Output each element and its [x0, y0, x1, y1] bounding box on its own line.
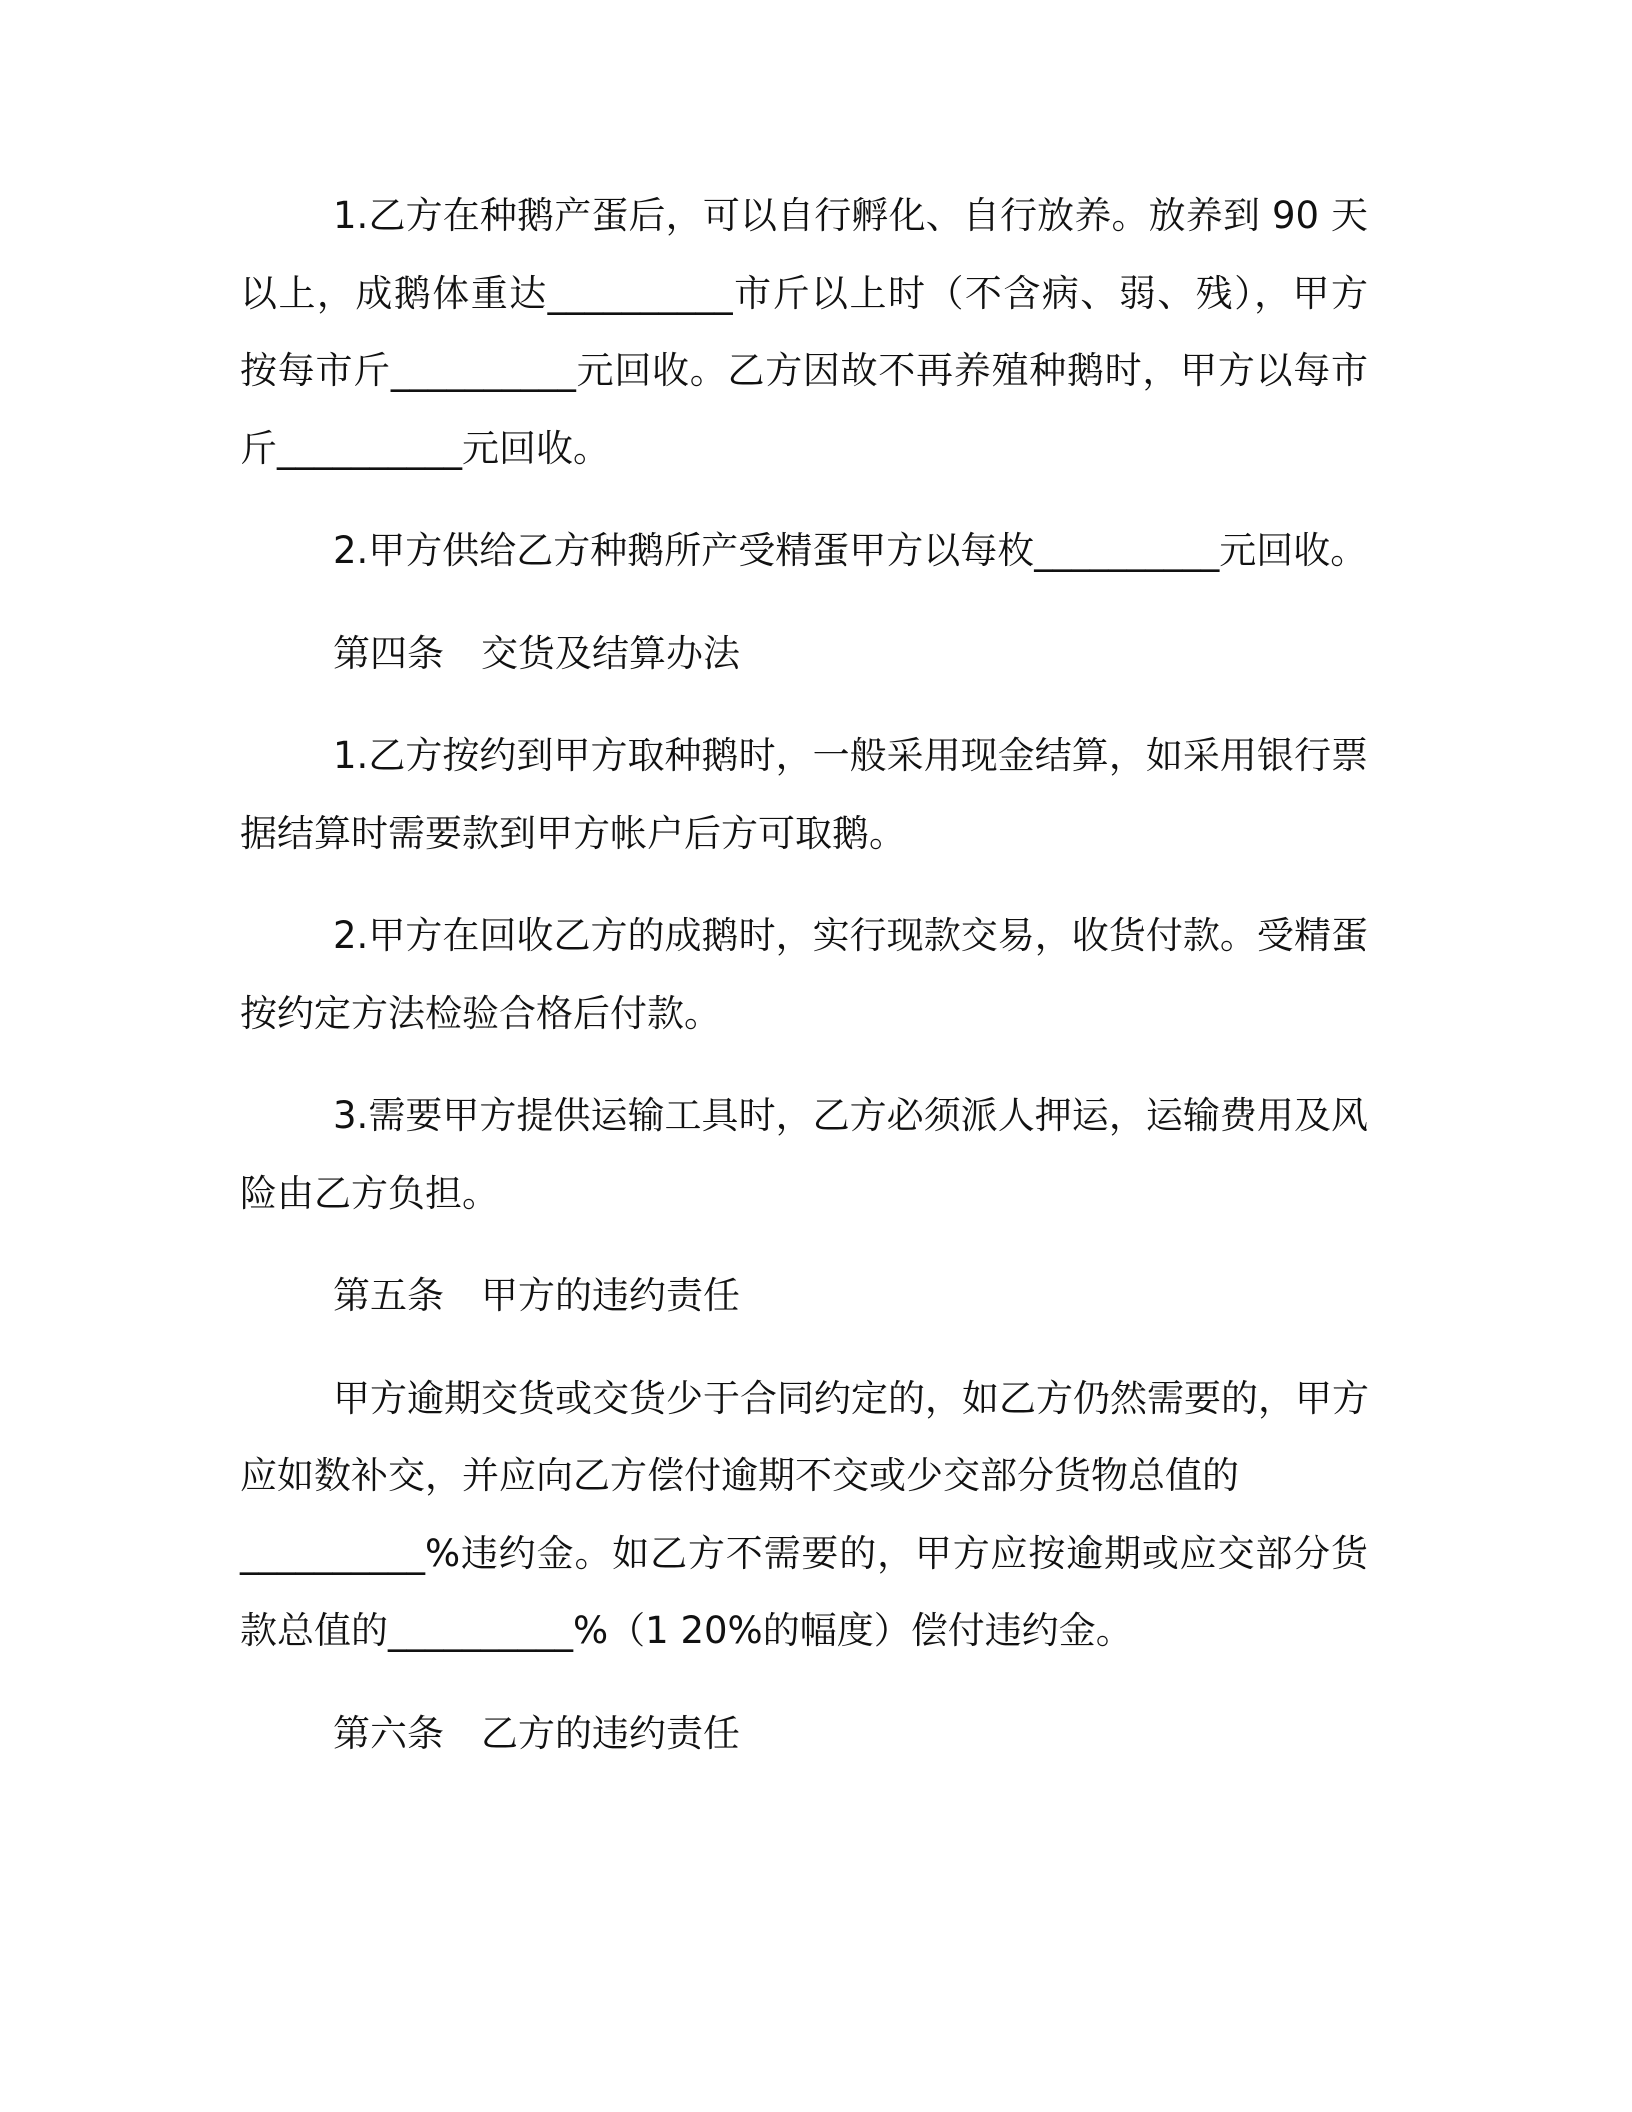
paragraph-line: __________%违约金。如乙方不需要的，甲方应按逾期或应交部分货 — [240, 1531, 1368, 1575]
paragraph-line: 1.乙方在种鹅产蛋后，可以自行孵化、自行放养。放养到 90 天 — [333, 194, 1368, 237]
clause-paragraph — [240, 717, 1368, 872]
clause-paragraph — [240, 1077, 1368, 1232]
paragraph-line: 1.乙方按约到甲方取种鹅时，一般采用现金结算，如采用银行票 — [333, 734, 1368, 777]
paragraph-line: 斤__________元回收。 — [240, 426, 610, 470]
article-heading: 第六条 乙方的违约责任 — [333, 1711, 740, 1755]
clause-paragraph — [240, 512, 1368, 590]
paragraph-line: 险由乙方负担。 — [240, 1171, 499, 1215]
paragraph-line: 3.需要甲方提供运输工具时，乙方必须派人押运，运输费用及风 — [333, 1094, 1368, 1137]
paragraph-line: 按每市斤__________元回收。乙方因故不再养殖种鹅时，甲方以每市 — [240, 349, 1368, 392]
article-heading: 第四条 交货及结算办法 — [333, 631, 740, 675]
clause-paragraph — [240, 177, 1368, 487]
clause-paragraph — [240, 1360, 1368, 1670]
paragraph-line: 款总值的__________%（1 20%的幅度）偿付违约金。 — [240, 1609, 1133, 1652]
paragraph-line: 2.甲方在回收乙方的成鹅时，实行现款交易，收货付款。受精蛋 — [333, 914, 1368, 957]
paragraph-line: 2.甲方供给乙方种鹅所产受精蛋甲方以每枚__________元回收。 — [333, 529, 1368, 572]
clause-paragraph — [240, 897, 1368, 1052]
paragraph-line: 以上，成鹅体重达__________市斤以上时（不含病、弱、残），甲方 — [240, 271, 1368, 315]
document-body — [240, 177, 1368, 1772]
paragraph-line: 应如数补交，并应向乙方偿付逾期不交或少交部分货物总值的 — [240, 1454, 1239, 1497]
article-heading: 第五条 甲方的违约责任 — [333, 1274, 740, 1317]
paragraph-line: 据结算时需要款到甲方帐户后方可取鹅。 — [240, 811, 906, 855]
paragraph-line: 按约定方法检验合格后付款。 — [240, 991, 721, 1035]
paragraph-line: 甲方逾期交货或交货少于合同约定的，如乙方仍然需要的，甲方 — [333, 1376, 1369, 1420]
